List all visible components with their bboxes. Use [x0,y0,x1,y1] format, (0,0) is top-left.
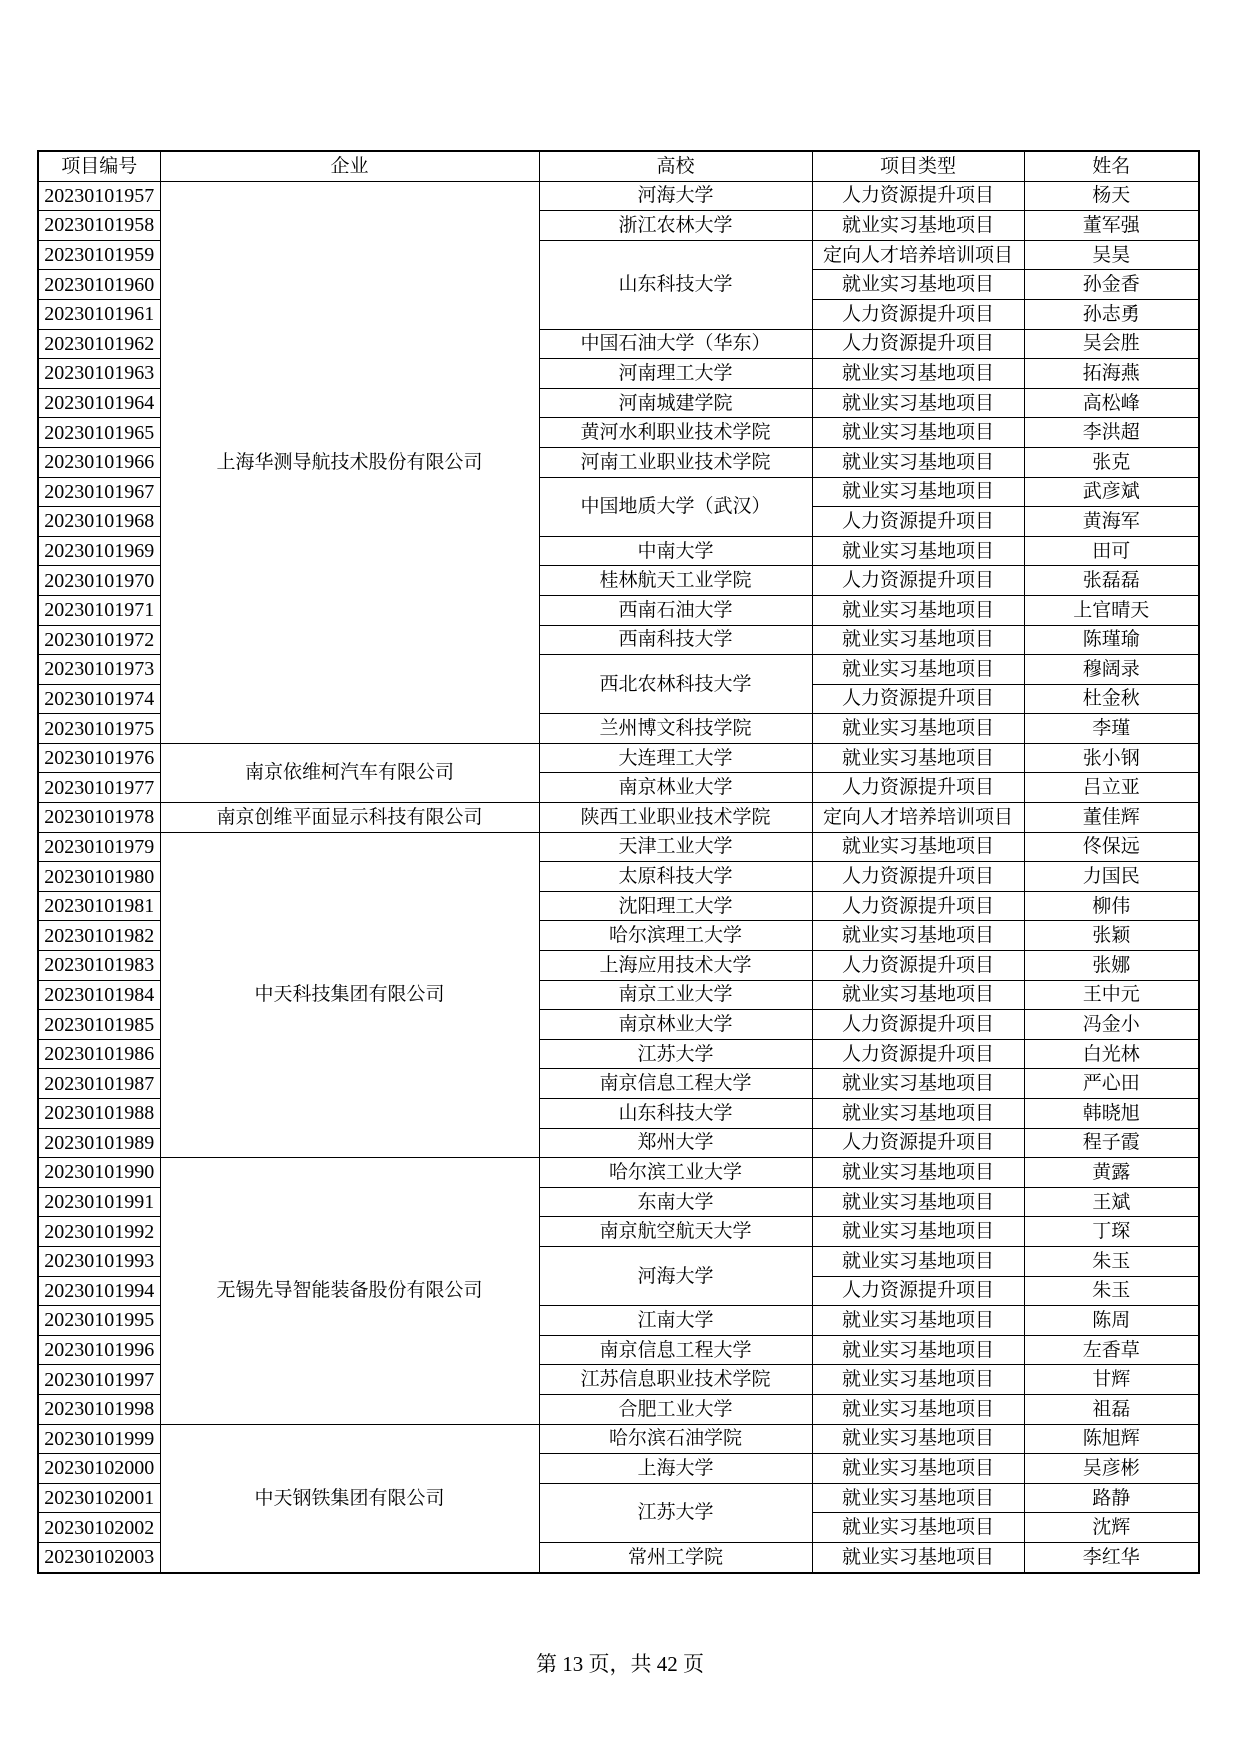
cell-name: 路静 [1024,1483,1199,1513]
cell-project-type: 就业实习基地项目 [812,1306,1024,1336]
cell-project-id: 20230101977 [38,773,160,803]
cell-school: 西北农林科技大学 [539,655,812,714]
cell-project-id: 20230101963 [38,359,160,389]
page-number: 第 13 页，共 42 页 [536,1652,704,1676]
cell-project-id: 20230101985 [38,1010,160,1040]
header-school: 高校 [539,151,812,181]
cell-project-type: 就业实习基地项目 [812,1542,1024,1572]
cell-name: 力国民 [1024,862,1199,892]
cell-project-id: 20230101991 [38,1187,160,1217]
cell-company: 南京创维平面显示科技有限公司 [160,803,539,833]
cell-school: 中南大学 [539,536,812,566]
cell-school: 河南工业职业技术学院 [539,447,812,477]
cell-project-id: 20230101964 [38,388,160,418]
cell-project-id: 20230101970 [38,566,160,596]
cell-school: 浙江农林大学 [539,211,812,241]
cell-name: 杨天 [1024,181,1199,211]
cell-project-type: 就业实习基地项目 [812,1099,1024,1129]
cell-name: 李红华 [1024,1542,1199,1572]
cell-project-id: 20230101965 [38,418,160,448]
table-row [38,1424,1199,1454]
cell-project-type: 就业实习基地项目 [812,625,1024,655]
cell-name: 张克 [1024,447,1199,477]
cell-project-id: 20230101988 [38,1099,160,1129]
cell-project-type: 就业实习基地项目 [812,1217,1024,1247]
cell-name: 李洪超 [1024,418,1199,448]
cell-project-id: 20230101973 [38,655,160,685]
cell-school: 哈尔滨石油学院 [539,1424,812,1454]
table-row [38,1158,1199,1188]
cell-school: 哈尔滨工业大学 [539,1158,812,1188]
cell-project-type: 人力资源提升项目 [812,566,1024,596]
cell-name: 吴彦彬 [1024,1454,1199,1484]
cell-name: 孙金香 [1024,270,1199,300]
cell-project-id: 20230101993 [38,1246,160,1276]
cell-name: 柳伟 [1024,891,1199,921]
cell-project-type: 就业实习基地项目 [812,388,1024,418]
cell-project-type: 人力资源提升项目 [812,181,1024,211]
table-row [38,743,1199,773]
cell-name: 董军强 [1024,211,1199,241]
cell-project-id: 20230101990 [38,1158,160,1188]
cell-project-type: 就业实习基地项目 [812,536,1024,566]
cell-project-type: 就业实习基地项目 [812,270,1024,300]
cell-project-id: 20230101998 [38,1394,160,1424]
table-row [38,181,1199,211]
cell-project-type: 就业实习基地项目 [812,714,1024,744]
cell-project-id: 20230101978 [38,803,160,833]
cell-project-type: 定向人才培养培训项目 [812,240,1024,270]
cell-school: 南京林业大学 [539,1010,812,1040]
cell-school: 沈阳理工大学 [539,891,812,921]
cell-project-type: 就业实习基地项目 [812,1187,1024,1217]
cell-school: 南京信息工程大学 [539,1335,812,1365]
cell-school: 上海大学 [539,1454,812,1484]
cell-project-id: 20230102000 [38,1454,160,1484]
cell-project-id: 20230101957 [38,181,160,211]
cell-name: 左香草 [1024,1335,1199,1365]
cell-project-id: 20230101958 [38,211,160,241]
cell-project-type: 就业实习基地项目 [812,1424,1024,1454]
cell-name: 韩晓旭 [1024,1099,1199,1129]
cell-project-type: 就业实习基地项目 [812,980,1024,1010]
cell-project-type: 就业实习基地项目 [812,211,1024,241]
cell-name: 陈旭辉 [1024,1424,1199,1454]
cell-project-type: 人力资源提升项目 [812,1276,1024,1306]
cell-project-type: 人力资源提升项目 [812,773,1024,803]
cell-project-type: 人力资源提升项目 [812,299,1024,329]
header-name: 姓名 [1024,151,1199,181]
header-company: 企业 [160,151,539,181]
cell-name: 杜金秋 [1024,684,1199,714]
cell-project-id: 20230101992 [38,1217,160,1247]
cell-project-type: 就业实习基地项目 [812,1483,1024,1513]
cell-name: 程子霞 [1024,1128,1199,1158]
cell-project-type: 人力资源提升项目 [812,684,1024,714]
cell-project-type: 就业实习基地项目 [812,1513,1024,1543]
cell-school: 河海大学 [539,181,812,211]
cell-project-type: 就业实习基地项目 [812,447,1024,477]
cell-name: 王斌 [1024,1187,1199,1217]
cell-project-id: 20230101969 [38,536,160,566]
cell-project-type: 人力资源提升项目 [812,862,1024,892]
cell-school: 西南石油大学 [539,595,812,625]
cell-name: 张小钢 [1024,743,1199,773]
cell-project-id: 20230101994 [38,1276,160,1306]
cell-school: 南京工业大学 [539,980,812,1010]
cell-name: 拓海燕 [1024,359,1199,389]
cell-name: 陈瑾瑜 [1024,625,1199,655]
cell-project-id: 20230101995 [38,1306,160,1336]
cell-project-id: 20230101962 [38,329,160,359]
cell-name: 黄露 [1024,1158,1199,1188]
cell-project-type: 就业实习基地项目 [812,1365,1024,1395]
cell-school: 江苏大学 [539,1483,812,1542]
cell-project-type: 就业实习基地项目 [812,418,1024,448]
cell-name: 吴会胜 [1024,329,1199,359]
cell-project-type: 就业实习基地项目 [812,921,1024,951]
cell-project-type: 人力资源提升项目 [812,329,1024,359]
cell-company: 中天科技集团有限公司 [160,832,539,1158]
cell-name: 上官晴天 [1024,595,1199,625]
project-table [37,150,1200,1574]
cell-project-id: 20230101980 [38,862,160,892]
table-row [38,803,1199,833]
cell-school: 河海大学 [539,1246,812,1305]
cell-project-id: 20230101984 [38,980,160,1010]
cell-project-id: 20230101960 [38,270,160,300]
cell-project-type: 人力资源提升项目 [812,1010,1024,1040]
cell-name: 陈周 [1024,1306,1199,1336]
cell-name: 祖磊 [1024,1394,1199,1424]
cell-name: 佟保远 [1024,832,1199,862]
cell-project-id: 20230101968 [38,507,160,537]
cell-name: 吕立亚 [1024,773,1199,803]
cell-school: 东南大学 [539,1187,812,1217]
cell-project-id: 20230102003 [38,1542,160,1572]
cell-school: 西南科技大学 [539,625,812,655]
cell-project-type: 人力资源提升项目 [812,891,1024,921]
cell-company: 无锡先导智能装备股份有限公司 [160,1158,539,1424]
cell-project-id: 20230101997 [38,1365,160,1395]
cell-project-id: 20230101986 [38,1039,160,1069]
cell-company: 南京依维柯汽车有限公司 [160,743,539,802]
cell-school: 中国石油大学（华东） [539,329,812,359]
cell-project-type: 就业实习基地项目 [812,1246,1024,1276]
cell-project-type: 就业实习基地项目 [812,359,1024,389]
cell-school: 河南理工大学 [539,359,812,389]
cell-project-type: 就业实习基地项目 [812,1394,1024,1424]
cell-project-id: 20230101981 [38,891,160,921]
cell-school: 合肥工业大学 [539,1394,812,1424]
cell-project-id: 20230102002 [38,1513,160,1543]
cell-name: 朱玉 [1024,1276,1199,1306]
cell-name: 李瑾 [1024,714,1199,744]
cell-name: 丁琛 [1024,1217,1199,1247]
cell-project-id: 20230101976 [38,743,160,773]
cell-project-id: 20230101967 [38,477,160,507]
cell-project-type: 就业实习基地项目 [812,1158,1024,1188]
cell-name: 王中元 [1024,980,1199,1010]
cell-name: 张娜 [1024,951,1199,981]
cell-project-id: 20230101999 [38,1424,160,1454]
header-project-id: 项目编号 [38,151,160,181]
cell-project-type: 就业实习基地项目 [812,1069,1024,1099]
cell-name: 董佳辉 [1024,803,1199,833]
cell-project-id: 20230101983 [38,951,160,981]
cell-project-id: 20230101989 [38,1128,160,1158]
cell-project-id: 20230101971 [38,595,160,625]
table-body [38,181,1199,1572]
cell-project-type: 就业实习基地项目 [812,743,1024,773]
cell-project-id: 20230102001 [38,1483,160,1513]
table-row [38,832,1199,862]
cell-school: 上海应用技术大学 [539,951,812,981]
cell-project-id: 20230101979 [38,832,160,862]
cell-name: 严心田 [1024,1069,1199,1099]
cell-school: 兰州博文科技学院 [539,714,812,744]
cell-name: 朱玉 [1024,1246,1199,1276]
cell-school: 南京航空航天大学 [539,1217,812,1247]
cell-project-type: 就业实习基地项目 [812,595,1024,625]
cell-project-id: 20230101974 [38,684,160,714]
cell-name: 黄海军 [1024,507,1199,537]
cell-name: 白光林 [1024,1039,1199,1069]
cell-school: 山东科技大学 [539,1099,812,1129]
cell-project-id: 20230101961 [38,299,160,329]
cell-project-id: 20230101966 [38,447,160,477]
cell-school: 山东科技大学 [539,240,812,329]
cell-school: 常州工学院 [539,1542,812,1572]
cell-school: 陕西工业职业技术学院 [539,803,812,833]
cell-company: 上海华测导航技术股份有限公司 [160,181,539,743]
cell-school: 郑州大学 [539,1128,812,1158]
cell-project-type: 人力资源提升项目 [812,951,1024,981]
cell-name: 张磊磊 [1024,566,1199,596]
cell-project-type: 就业实习基地项目 [812,1335,1024,1365]
cell-school: 江苏信息职业技术学院 [539,1365,812,1395]
cell-school: 太原科技大学 [539,862,812,892]
cell-project-type: 就业实习基地项目 [812,655,1024,685]
cell-project-type: 就业实习基地项目 [812,1454,1024,1484]
cell-school: 中国地质大学（武汉） [539,477,812,536]
cell-company: 中天钢铁集团有限公司 [160,1424,539,1572]
cell-project-id: 20230101996 [38,1335,160,1365]
cell-name: 沈辉 [1024,1513,1199,1543]
cell-school: 天津工业大学 [539,832,812,862]
cell-name: 吴昊 [1024,240,1199,270]
cell-project-type: 就业实习基地项目 [812,477,1024,507]
cell-project-type: 人力资源提升项目 [812,507,1024,537]
cell-project-id: 20230101972 [38,625,160,655]
cell-name: 孙志勇 [1024,299,1199,329]
cell-name: 田可 [1024,536,1199,566]
cell-school: 江南大学 [539,1306,812,1336]
cell-school: 哈尔滨理工大学 [539,921,812,951]
cell-project-id: 20230101987 [38,1069,160,1099]
cell-school: 桂林航天工业学院 [539,566,812,596]
cell-project-type: 人力资源提升项目 [812,1039,1024,1069]
cell-name: 武彦斌 [1024,477,1199,507]
header-project-type: 项目类型 [812,151,1024,181]
cell-name: 冯金小 [1024,1010,1199,1040]
cell-project-type: 就业实习基地项目 [812,832,1024,862]
cell-school: 大连理工大学 [539,743,812,773]
cell-school: 河南城建学院 [539,388,812,418]
cell-project-id: 20230101975 [38,714,160,744]
cell-project-id: 20230101959 [38,240,160,270]
cell-school: 南京信息工程大学 [539,1069,812,1099]
table-header-row [38,151,1199,181]
cell-name: 张颖 [1024,921,1199,951]
cell-school: 南京林业大学 [539,773,812,803]
cell-project-id: 20230101982 [38,921,160,951]
cell-project-type: 定向人才培养培训项目 [812,803,1024,833]
cell-school: 江苏大学 [539,1039,812,1069]
cell-school: 黄河水利职业技术学院 [539,418,812,448]
cell-name: 甘辉 [1024,1365,1199,1395]
cell-project-type: 人力资源提升项目 [812,1128,1024,1158]
cell-name: 高松峰 [1024,388,1199,418]
cell-name: 穆阔录 [1024,655,1199,685]
